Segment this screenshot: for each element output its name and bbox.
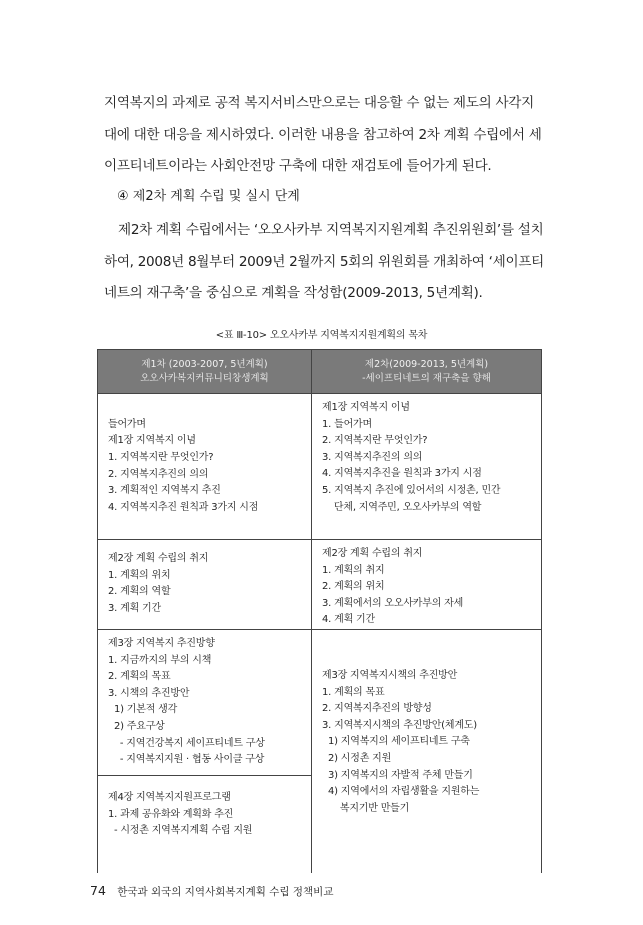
cell-line: 2. 지역복지추진의 방향성 <box>322 703 432 715</box>
page-footer <box>90 883 333 899</box>
page-number: 74 <box>90 883 106 898</box>
cell-line: 4. 계획 기간 <box>322 614 375 626</box>
body-paragraph-1: 지역복지의 과제로 공적 복지서비스만으로는 대응할 수 없는 제도의 사각지대에 대한 대응을 제시하였다. 이러한 내용을 참고하여 2차 계획 수립에서 세이프티네트이라는 사회안전망 구축에 대한 재검토에 들어가게 된다. <box>104 95 542 174</box>
cell-line: 4. 지역복지추진을 원칙과 3가지 시점 <box>322 468 482 480</box>
header-line: 오오사카복지커뮤니티창생계획 <box>140 372 269 384</box>
cell-line: 2. 지역복지추진의 의의 <box>108 468 209 480</box>
running-title: 한국과 외국의 지역사회복지계획 수립 정책비교 <box>117 886 334 898</box>
cell-line: 1. 들어가며 <box>322 418 372 430</box>
table-row <box>98 394 542 540</box>
header-line: 제2차(2009-2013, 5년계획) <box>364 358 489 370</box>
cell-line: 5. 지역복지 추진에 있어서의 시정촌, 민간 <box>322 484 501 496</box>
cell-first-plan <box>98 775 312 873</box>
cell-line: - 지역건강복지 세이프티네트 구상 <box>108 737 265 749</box>
cell-second-plan <box>312 540 542 630</box>
header-first-plan <box>98 350 312 394</box>
cell-line: 1. 계획의 위치 <box>108 569 171 581</box>
cell-line: 제1장 지역복지 이념 <box>108 435 196 447</box>
table-row <box>98 540 542 630</box>
cell-line: 1. 지역복지란 무엇인가? <box>108 451 214 463</box>
cell-line: 1) 지역복지의 세이프티네트 구축 <box>322 736 470 748</box>
cell-line: 4. 지역복지추진 원칙과 3가지 시점 <box>108 501 259 513</box>
cell-line: 4) 지역에서의 자립생활을 지원하는 <box>322 786 480 798</box>
cell-second-plan <box>312 629 542 873</box>
cell-line: 제2장 계획 수립의 취지 <box>108 553 209 565</box>
cell-line: 3. 계획 기간 <box>108 603 161 615</box>
cell-line: 단체, 지역주민, 오오사카부의 역할 <box>322 501 482 513</box>
cell-line: 제2장 계획 수립의 취지 <box>322 548 423 559</box>
cell-line: 제1장 지역복지 이념 <box>322 402 410 413</box>
cell-line: 3. 지역복지시책의 추진방안(체계도) <box>322 719 477 731</box>
cell-line: 3. 시책의 추진방안 <box>108 687 190 699</box>
cell-first-plan <box>98 629 312 775</box>
cell-line: 3. 지역복지추진의 의의 <box>322 451 423 463</box>
cell-line: 1. 계획의 목표 <box>322 686 385 698</box>
header-line: -세이프티네트의 재구축을 향해 <box>362 372 491 384</box>
cell-line: 1) 기본적 생각 <box>108 704 178 716</box>
header-line: 제1차 (2003-2007, 5년계획) <box>141 358 268 370</box>
table-caption: <표 Ⅲ-10> 오오사카부 지역복지지원계획의 목차 <box>215 330 428 341</box>
cell-second-plan <box>312 394 542 540</box>
cell-first-plan <box>98 540 312 630</box>
cell-line: 제4장 지역복지지원프로그램 <box>108 791 231 803</box>
body-paragraph-2: 제2차 계획 수립에서는 ‘오오사카부 지역복지지원계획 추진위원회’를 설치하여, 2008년 8월부터 2009년 2월까지 5회의 위원회를 개최하여 ‘세이프티네트의 재구축’을 중심으로 계획을 작성함(2009-2013, 5년계획). <box>104 222 545 301</box>
table-row <box>98 629 542 775</box>
header-second-plan <box>312 350 542 394</box>
cell-line: 들어가며 <box>108 418 146 430</box>
cell-line: 2. 계획의 목표 <box>108 671 171 683</box>
cell-line: 1. 지금까지의 부의 시책 <box>108 654 212 666</box>
cell-line: 2) 주요구상 <box>108 721 165 733</box>
cell-line: 3. 계획적인 지역복지 추진 <box>108 485 221 497</box>
cell-line: - 시정촌 지역복지계획 수립 지원 <box>108 825 253 837</box>
cell-line: 복지기반 만들기 <box>322 802 410 814</box>
cell-line: 2. 계획의 역할 <box>108 586 171 598</box>
cell-line: 1. 계획의 취지 <box>322 564 385 576</box>
cell-line: 2. 계획의 위치 <box>322 581 385 593</box>
cell-line: - 지역복지지원 · 협동 사이클 구상 <box>108 754 265 766</box>
table-header-row <box>98 350 542 394</box>
cell-line: 3. 계획에서의 오오사카부의 자세 <box>322 597 464 609</box>
cell-line: 1. 과제 공유화와 계획화 추진 <box>108 808 234 820</box>
cell-line: 제3장 지역복지 추진방향 <box>108 638 215 650</box>
plan-contents-table <box>97 349 542 873</box>
cell-first-plan <box>98 394 312 540</box>
cell-line: 2) 시정촌 지원 <box>322 752 392 764</box>
section-heading: ④ 제2차 계획 수립 및 실시 단계 <box>117 189 300 204</box>
cell-line: 제3장 지역복지시책의 추진방안 <box>322 669 458 681</box>
cell-line: 3) 지역복지의 자발적 주체 만들기 <box>322 769 473 781</box>
cell-line: 2. 지역복지란 무엇인가? <box>322 435 428 447</box>
